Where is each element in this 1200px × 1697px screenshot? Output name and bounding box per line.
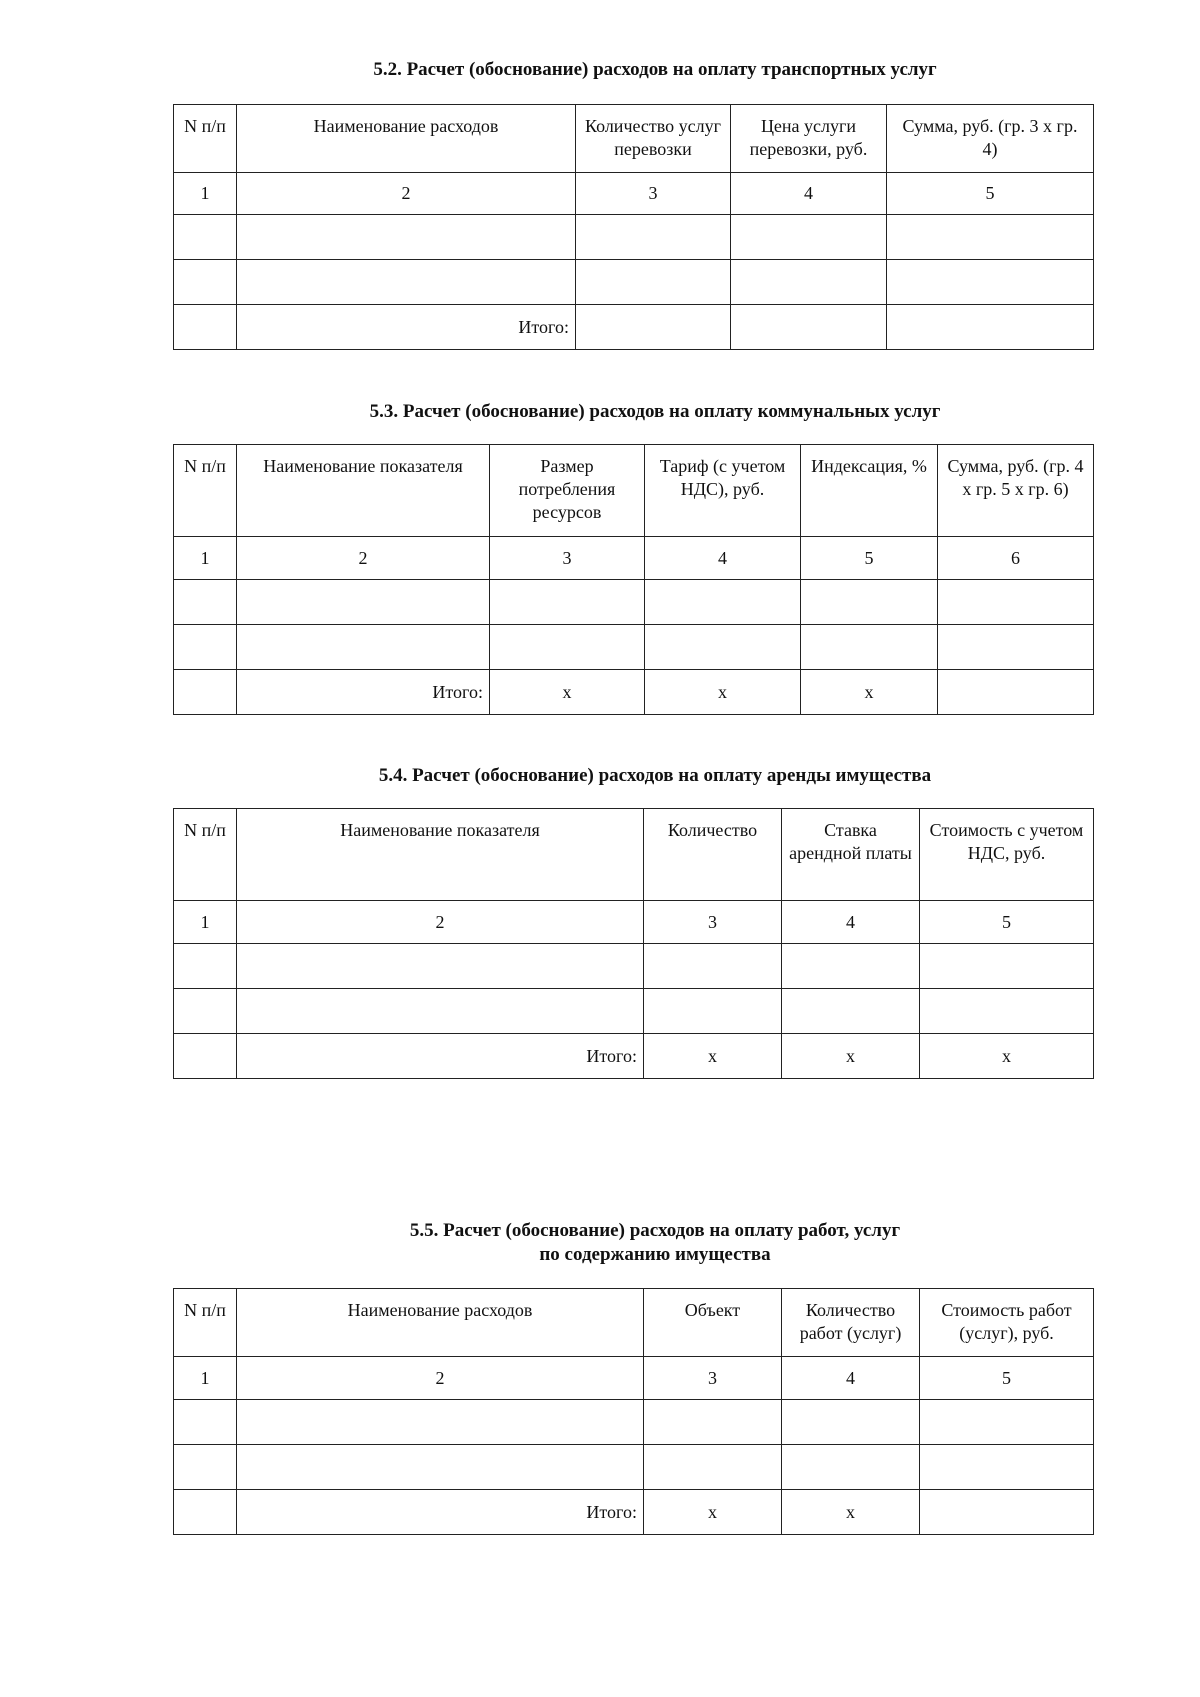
table-row	[174, 580, 1094, 625]
total-cell: x	[490, 670, 645, 715]
header-cell: Количество работ (услуг)	[782, 1289, 920, 1357]
column-number: 3	[644, 901, 782, 944]
header-cell: Количество услуг перевозки	[576, 105, 731, 173]
column-number: 1	[174, 901, 237, 944]
total-cell: x	[782, 1490, 920, 1535]
column-number: 5	[920, 1357, 1094, 1400]
total-row	[174, 1490, 1094, 1535]
column-number: 1	[174, 1357, 237, 1400]
section-5-5-title-line: по содержанию имущества	[539, 1244, 771, 1265]
header-cell: Стоимость работ (услуг), руб.	[920, 1289, 1094, 1357]
total-label: Итого:	[237, 670, 490, 715]
header-cell: Ставка арендной платы	[782, 809, 920, 901]
column-number: 2	[237, 173, 576, 215]
column-number: 4	[731, 173, 887, 215]
header-cell: Наименование показателя	[237, 445, 490, 537]
column-number: 4	[782, 901, 920, 944]
column-number: 2	[237, 901, 644, 944]
table-row	[174, 1445, 1094, 1490]
column-number: 6	[938, 537, 1094, 580]
total-row	[174, 1034, 1094, 1079]
column-number: 3	[490, 537, 645, 580]
header-cell: Наименование расходов	[237, 105, 576, 173]
column-number: 1	[174, 173, 237, 215]
total-cell: x	[782, 1034, 920, 1079]
total-cell	[576, 305, 731, 350]
utility-services-table	[173, 444, 1094, 715]
total-row	[174, 670, 1094, 715]
header-cell: N п/п	[174, 809, 237, 901]
total-cell: x	[644, 1490, 782, 1535]
header-cell: N п/п	[174, 1289, 237, 1357]
header-cell: Стоимость с учетом НДС, руб.	[920, 809, 1094, 901]
header-cell: Цена услуги перевозки, руб.	[731, 105, 887, 173]
column-number: 3	[644, 1357, 782, 1400]
column-number: 5	[801, 537, 938, 580]
section-5-5-title	[0, 1219, 1200, 1267]
column-number: 3	[576, 173, 731, 215]
table-row	[174, 260, 1094, 305]
total-cell: x	[644, 1034, 782, 1079]
property-maintenance-table	[173, 1288, 1094, 1535]
header-cell: Сумма, руб. (гр. 3 x гр. 4)	[887, 105, 1094, 173]
header-cell: Индексация, %	[801, 445, 938, 537]
total-cell	[731, 305, 887, 350]
column-number: 5	[887, 173, 1094, 215]
total-cell: x	[920, 1034, 1094, 1079]
header-cell: Объект	[644, 1289, 782, 1357]
total-label: Итого:	[237, 1034, 644, 1079]
total-cell: x	[645, 670, 801, 715]
section-5-5-title-line: 5.5. Расчет (обоснование) расходов на оплату работ, услуг	[409, 1220, 901, 1241]
table-row	[174, 1400, 1094, 1445]
header-cell: N п/п	[174, 105, 237, 173]
total-cell	[938, 670, 1094, 715]
header-cell: Количество	[644, 809, 782, 901]
header-cell: Наименование показателя	[237, 809, 644, 901]
property-rent-table	[173, 808, 1094, 1079]
column-number: 5	[920, 901, 1094, 944]
column-number: 1	[174, 537, 237, 580]
total-cell	[920, 1490, 1094, 1535]
total-label: Итого:	[237, 1490, 644, 1535]
header-cell: Тариф (с учетом НДС), руб.	[645, 445, 801, 537]
total-cell: x	[801, 670, 938, 715]
table-row	[174, 989, 1094, 1034]
header-cell: Размер потребления ресурсов	[490, 445, 645, 537]
header-cell: N п/п	[174, 445, 237, 537]
section-5-2-title: 5.2. Расчет (обоснование) расходов на оплату транспортных услуг	[373, 59, 937, 80]
header-cell: Сумма, руб. (гр. 4 x гр. 5 x гр. 6)	[938, 445, 1094, 537]
header-cell: Наименование расходов	[237, 1289, 644, 1357]
total-row	[174, 305, 1094, 350]
table-row	[174, 944, 1094, 989]
table-row	[174, 625, 1094, 670]
section-5-4-title: 5.4. Расчет (обоснование) расходов на оплату аренды имущества	[378, 765, 932, 786]
column-number: 4	[782, 1357, 920, 1400]
transport-services-table	[173, 104, 1094, 350]
table-row	[174, 215, 1094, 260]
column-number: 2	[237, 537, 490, 580]
column-number: 2	[237, 1357, 644, 1400]
column-number: 4	[645, 537, 801, 580]
total-cell	[887, 305, 1094, 350]
section-5-3-title: 5.3. Расчет (обоснование) расходов на оплату коммунальных услуг	[369, 401, 941, 422]
total-label: Итого:	[237, 305, 576, 350]
